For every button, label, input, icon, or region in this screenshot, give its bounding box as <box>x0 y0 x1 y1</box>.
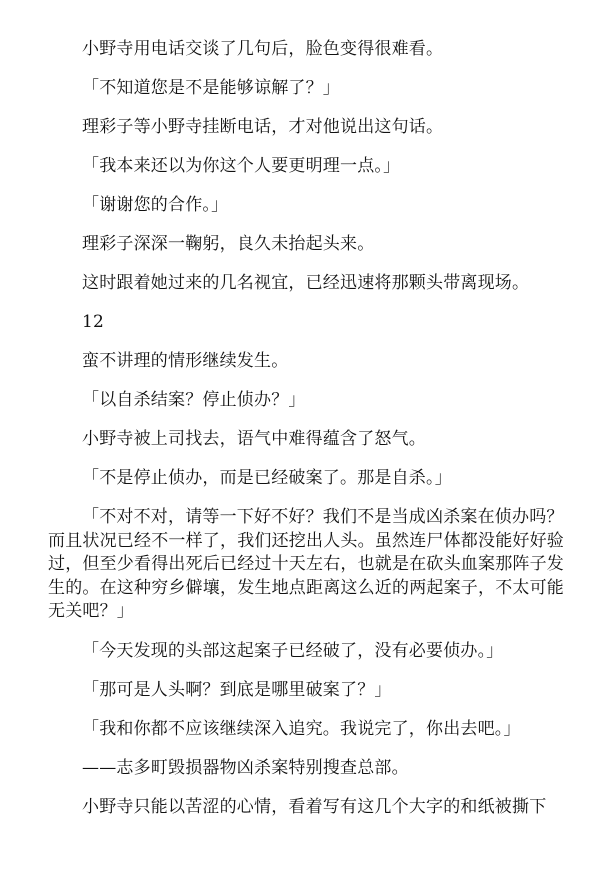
dialogue-line: 「不对不对，请等一下好不好？我们不是当成凶杀案在侦办吗？而且状况已经不一样了，我们还挖出人头。虽然连尸体都没能好好验过，但至少看得出死后已经过十天左右，也就是在砍头血案那阵子发生的。在这种穷乡僻壤，发生地点距离这么近的两起案子，不太可能无关吧？」 <box>48 507 564 622</box>
paragraph: 蛮不讲理的情形继续发生。 <box>82 351 289 371</box>
dialogue-line: 「以自杀结案？停止侦办？」 <box>82 390 306 410</box>
dialogue-line: 「我和你都不应该继续深入追究。我说完了，你出去吧。」 <box>82 718 521 739</box>
dialogue-line: 「那可是人头啊？到底是哪里破案了？」 <box>82 679 392 700</box>
paragraph: 小野寺用电话交谈了几句后，脸色变得很难看。 <box>82 39 444 59</box>
paragraph: 这时跟着她过来的几名视宜，已经迅速将那颗头带离现场。 <box>82 273 530 293</box>
dialogue-line: 「今天发现的头部这起案子已经破了，没有必要侦办。」 <box>82 640 504 661</box>
dialogue-line: 「谢谢您的合作。」 <box>82 195 229 215</box>
paragraph: 理彩子等小野寺挂断电话，才对他说出这句话。 <box>82 117 444 137</box>
dialogue-line: 「不知道您是不是能够谅解了？」 <box>82 78 340 98</box>
paragraph: ——志多町毁损器物凶杀案特别搜查总部。 <box>82 757 409 778</box>
paragraph: 小野寺被上司找去，语气中难得蕴含了怒气。 <box>82 429 426 449</box>
section-number: 12 <box>82 312 105 332</box>
paragraph: 理彩子深深一鞠躬，良久未抬起头来。 <box>82 234 375 254</box>
dialogue-line: 「不是停止侦办，而是已经破案了。那是自杀。」 <box>82 468 452 488</box>
dialogue-line: 「我本来还以为你这个人要更明理一点。」 <box>82 156 401 176</box>
paragraph: 小野寺只能以苦涩的心情，看着写有这几个大字的和纸被撕下 <box>82 796 547 817</box>
